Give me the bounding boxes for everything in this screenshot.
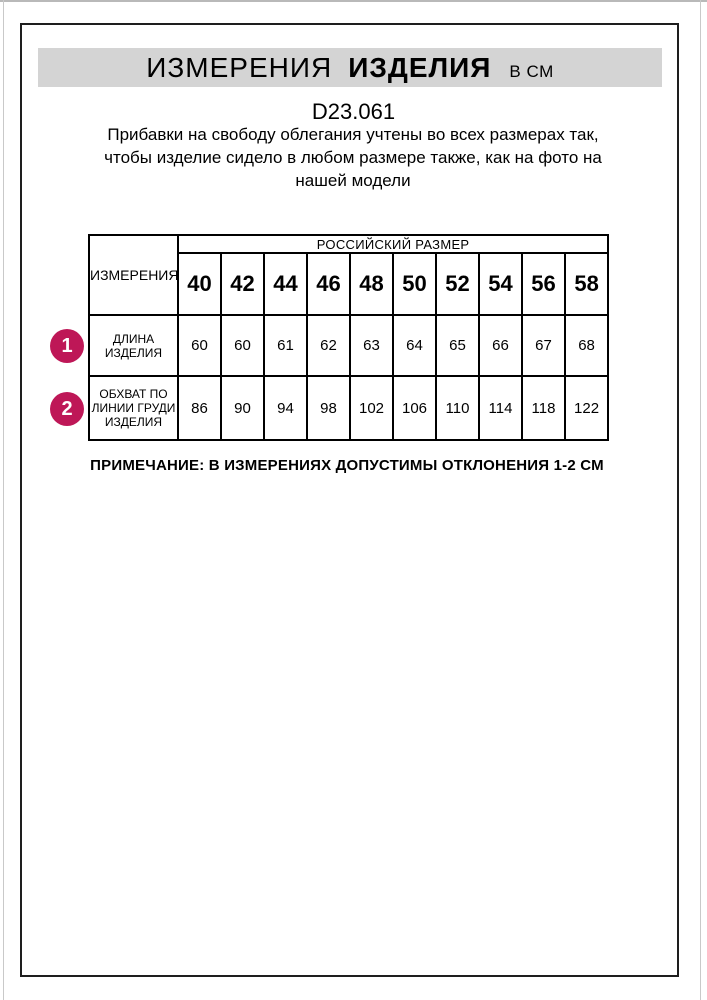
measurement-value: 67 [522,315,565,376]
measurement-value: 86 [178,376,221,440]
row-marker-1-label: 1 [61,334,73,357]
measurement-value: 66 [479,315,522,376]
page-edge-right [700,0,701,1000]
size-header-56: 56 [522,253,565,315]
table-corner-header: ИЗМЕРЕНИЯ [89,235,178,315]
size-header-46: 46 [307,253,350,315]
note-text: ПРИМЕЧАНИЕ: В ИЗМЕРЕНИЯХ ДОПУСТИМЫ ОТКЛОНЕНИЯ 1-2 СМ [90,457,604,474]
measurement-value: 60 [178,315,221,376]
row-marker-1 [50,329,84,363]
title-product: ИЗДЕЛИЯ [348,52,492,83]
measurement-value: 65 [436,315,479,376]
measurement-value: 68 [565,315,608,376]
measurement-value: 110 [436,376,479,440]
size-header-44: 44 [264,253,307,315]
size-table [88,234,609,441]
size-header-58: 58 [565,253,608,315]
measurement-value: 94 [264,376,307,440]
page-edge-left [3,0,4,1000]
title-band [38,48,662,87]
table-row-chest [89,376,608,440]
size-header-40: 40 [178,253,221,315]
measurement-value: 61 [264,315,307,376]
row-label-chest: ОБХВАТ ПО ЛИНИИ ГРУДИ ИЗДЕЛИЯ [89,376,178,440]
measurement-value: 102 [350,376,393,440]
size-header-54: 54 [479,253,522,315]
row-marker-2-label: 2 [61,397,73,420]
row-label-length: ДЛИНА ИЗДЕЛИЯ [89,315,178,376]
measurement-value: 122 [565,376,608,440]
measurement-value: 106 [393,376,436,440]
measurement-value: 64 [393,315,436,376]
table-row-length [89,315,608,376]
page-edge-top [0,0,707,2]
size-header-42: 42 [221,253,264,315]
model-code: D23.061 [311,99,396,124]
measurement-value: 118 [522,376,565,440]
size-header-52: 52 [436,253,479,315]
measurement-value: 63 [350,315,393,376]
measurement-value: 90 [221,376,264,440]
table-group-header: РОССИЙСКИЙ РАЗМЕР [178,235,608,253]
row-marker-2 [50,392,84,426]
title-unit-cm: В СМ [509,62,554,81]
fit-description: Прибавки на свободу облегания учтены во всех размерах так, чтобы изделие сидело в любом размере также, как на фото на нашей модели [104,125,602,190]
measurement-value: 114 [479,376,522,440]
size-header-48: 48 [350,253,393,315]
measurement-value: 98 [307,376,350,440]
size-header-50: 50 [393,253,436,315]
measurement-value: 60 [221,315,264,376]
table-group-header-row [89,235,608,253]
measurement-value: 62 [307,315,350,376]
title-measurements: ИЗМЕРЕНИЯ [146,52,333,83]
